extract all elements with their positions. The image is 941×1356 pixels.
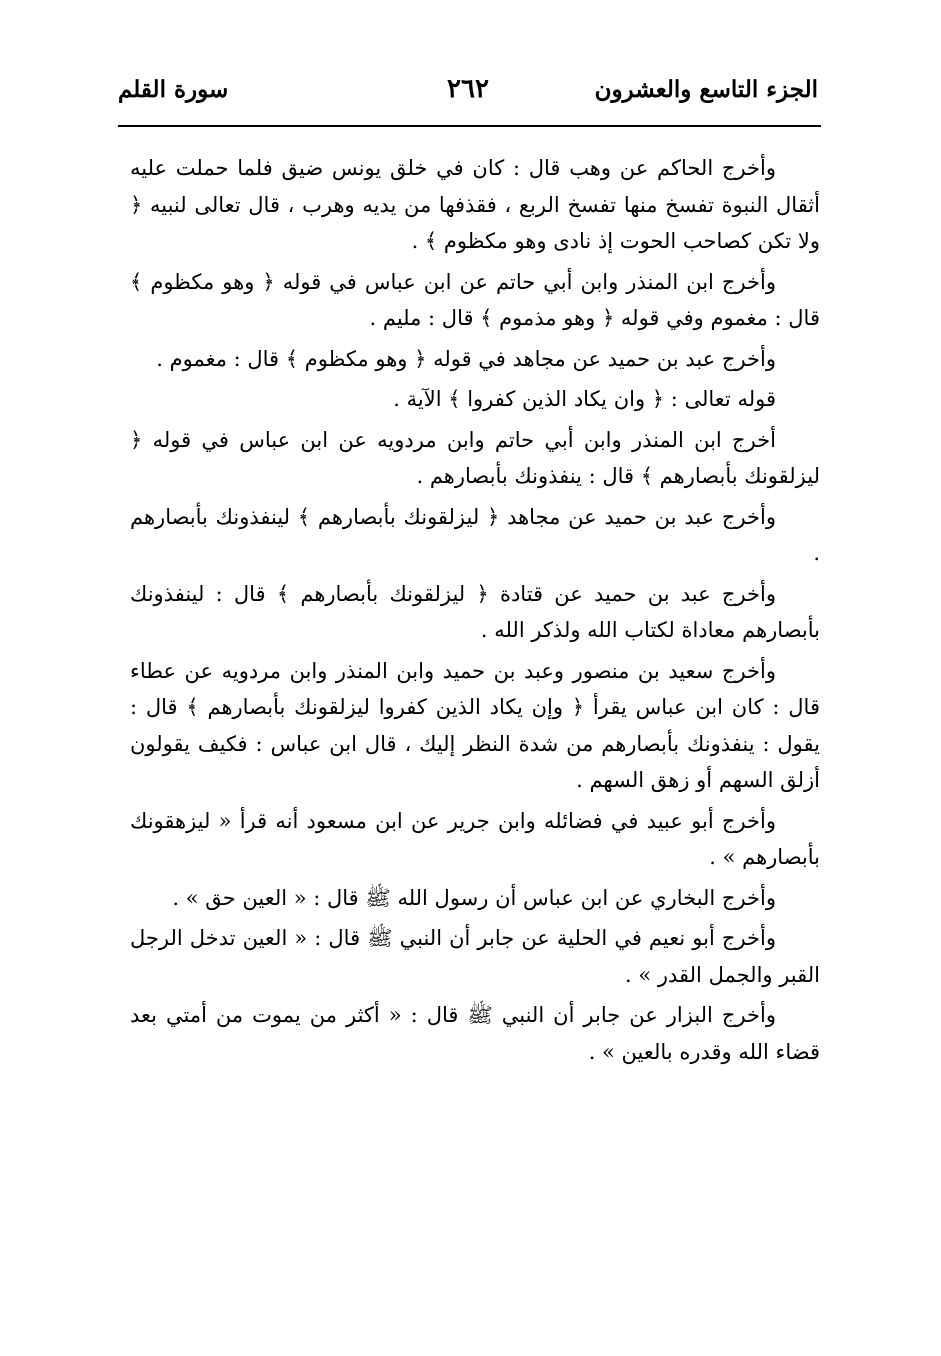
running-head-part: الجزء التاسع والعشرون [594,76,818,103]
paragraph: وأخرج البخاري عن ابن عباس أن رسول الله ﷺ قال : « العين حق » . [172,885,776,910]
paragraph: أخرج ابن المنذر وابن أبي حاتم وابن مردويه عن ابن عباس في قوله ﴿ ليزلقونك بأبصارهم ﴾ قال : ينفذونك بأبصارهم . [130,427,820,488]
running-head-surah: سورة القلم [118,76,229,103]
paragraph: قوله تعالى : ﴿ وان يكاد الذين كفروا ﴾ الآية . [393,387,776,411]
page-number: ٢٦٢ [447,74,489,104]
paragraph: وأخرج عبد بن حميد عن مجاهد في قوله ﴿ وهو مكظوم ﴾ قال : مغموم . [156,346,776,371]
paragraph: وأخرج عبد بن حميد عن قتادة ﴿ ليزلقونك بأبصارهم ﴾ قال : لينفذونك بأبصارهم معاداة لكتاب الله ولذكر الله . [130,581,820,642]
paragraph: وأخرج عبد بن حميد عن مجاهد ﴿ ليزلقونك بأبصارهم ﴾ لينفذونك بأبصارهم . [130,504,820,565]
paragraph: وأخرج الحاكم عن وهب قال : كان في خلق يونس ضيق فلما حملت عليه أثقال النبوة تفسخ منها تفسخ الربع ، فقذفها من يديه وهرب ، قال تعالى لنبيه ﴿ ولا تكن كصاحب الحوت إذ نادى وهو مكظوم ﴾ . [130,156,820,253]
paragraph: وأخرج أبو عبيد في فضائله وابن جرير عن ابن مسعود أنه قرأ « ليزهقونك بأبصارهم » . [130,808,820,869]
paragraph: وأخرج أبو نعيم في الحلية عن جابر أن النبي ﷺ قال : « العين تدخل الرجل القبر والجمل القدر » . [130,926,820,987]
paragraph: وأخرج سعيد بن منصور وعبد بن حميد وابن المنذر وابن مردويه عن عطاء قال : كان ابن عباس يقرأ ﴿ وإن يكاد الذين كفروا ليزلقونك بأبصارهم ﴾ قال : يقول : ينفذونك بأبصارهم من شدة النظر إليك ، قال ابن عباس : فكيف يقولون أزلق السهم أو زهق السهم . [130,658,820,792]
paragraph: وأخرج ابن المنذر وابن أبي حاتم عن ابن عباس في قوله ﴿ وهو مكظوم ﴾ قال : مغموم وفي قوله ﴿ وهو مذموم ﴾ قال : مليم . [130,269,820,330]
header-rule [118,125,821,127]
page-header [118,70,818,116]
paragraph: وأخرج البزار عن جابر أن النبي ﷺ قال : « أكثر من يموت من أمتي بعد قضاء الله وقدره بالعين » . [130,1003,820,1064]
body-text [130,150,820,1074]
